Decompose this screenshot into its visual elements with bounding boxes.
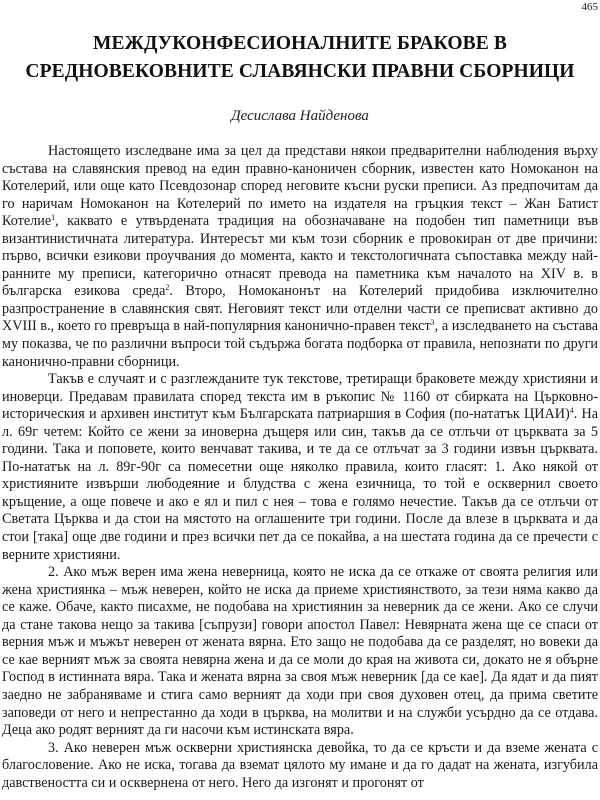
text-segment: Такъв е случаят и с разглежданите тук текстове, третиращи браковете между християни и иноверци. Предавам правилата според текста им в ръкопис № 1160 от сбирката на Църковно-историческия и архивен институт към Българската патриаршия в София (по-нататък ЦИАИ) [2,371,598,423]
page-number: 465 [581,1,598,13]
text-segment: , а изследването на състава му показва, че по различни въпроси той съдържа богата подборка от правила, непознати по други канонично-правни сборници. [2,318,598,370]
footnote-ref-4[interactable]: 4 [569,406,574,416]
author-name: Десислава Найденова [231,108,369,124]
text-segment: . На л. 69г четем: Който се жени за иноверна дъщеря или син, такъв да се отлъчи от църквата за 5 години. Така и поповете, които венчават такива, и те да се отлъчат за 3 години извън църквата. По-нататък на л. 89г-90г са помесетни още няколко правила, които гласят: 1. Ако някой от християните извърши любодеяние и блудства с жена езичница, то той е осквернил своето кръщение, а още повече и ако е ял и пил с нея – това е голямо нечестие. Такъв да се отлъчи от Светата Църква и да стои на мястото на оглашените три години. После да влезе в църквата и да стои [така] още две години и през всички пет да се покайва, а на шестата година да се пречести с верните християни. [2,406,598,563]
text-segment: 3. Ако неверен мъж оскверни християнска девойка, то да се кръсти и да вземе жената с благословение. Ако не иска, тогава да вземат цялото му имане и да го дадат на жената, изгубила давствеността си и осквернена от него. Него да изгонят и прогонят от [2,739,598,791]
text-segment: . Второ, Номоканонът на Котелерий придобива изключително разпространение в славянския свят. Неговият текст или отделни части се преписват активно до XVIII в., което го превръща в най-популярния канонично-правен текст [2,283,598,335]
text-segment: 2. Ако мъж верен има жена неверница, която не иска да се откаже от своята религия или жена християнка – мъж неверен, който не иска да приеме християнството, за тези няма какво да се каже. Обаче, както писахме, не подобава на християнин за неверник да се жени. Ако се случи да стане такова нещо за такива [съпрузи] говори апостол Павел: Невярната жена ще се спаси от верния мъж и мъжът неверен от жената вярна. Ето защо не подобава да се разделят, но вовеки да се кае верният мъж за своята невярна жена и да се моли до края на живота си, докато не я обърне Господ в истинната вяра. Така и жената вярна за своя мъж неверник [да се кае]. Да ядат и да пият заедно не забраняваме и стига само верният да ходи при своя духовен отец, да прима светите заповеди от него и непрестанно да ходи в църква, на молитви и на служби усърдно да се отдава. Деца ако родят верният да ги насочи към истинската вяра. [2,564,598,739]
text-segment: , каквато е утвърдената традиция на обозначаване на подобен тип паметници във византинистичната литература. Интересът ми към този сборник е провокиран от две причини: първо, всички езикови проучвания до момента, както и текстологичната съпоставка между най-ранните му преписи, категорично отнасят превода на паметника към началото на XIV в. в българска езикова среда [2,213,598,300]
footnote-ref-3[interactable]: 3 [430,318,435,328]
paragraph-2 [2,371,598,564]
footnote-ref-2[interactable]: 2 [165,283,170,293]
title-line-1: МЕЖДУКОНФЕСИОНАЛНИТЕ БРАКОВЕ В [93,33,507,54]
footnote-ref-1[interactable]: 1 [51,213,56,223]
title-line-2: СРЕДНОВЕКОВНИТЕ СЛАВЯНСКИ ПРАВНИ СБОРНИЦИ [25,61,575,82]
article-body [2,143,598,792]
text-segment: Настоящето изследване има за цел да представи някои предварителни наблюдения върху състава на славянския превод на един правно-каноничен сборник, известен като Номоканон на Котелерий, или още като Псевдозонар според неговите късни руски преписи. Аз предпочитам да го наричам Номоканон на Котелерий по името на издателя на гръцкия текст – Жан Батист Котелие [2,143,598,230]
paragraph-3 [2,564,598,739]
paragraph-4 [2,740,598,793]
paragraph-1 [2,143,598,371]
article-title [0,30,600,86]
